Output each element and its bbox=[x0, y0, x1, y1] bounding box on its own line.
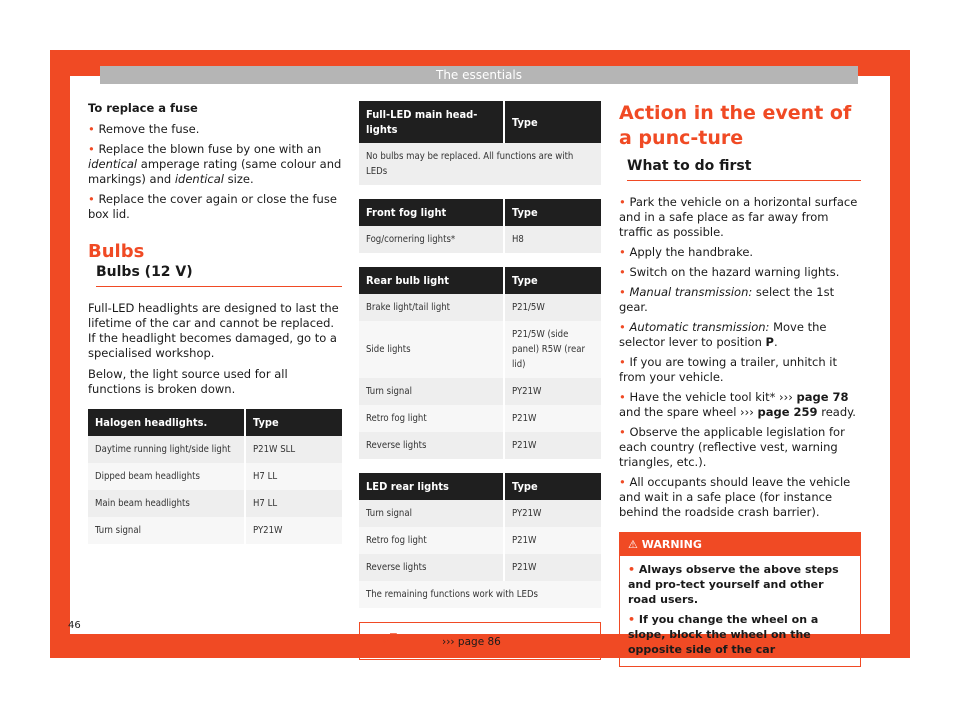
warning-icon: ⚠ bbox=[628, 538, 638, 551]
table-row: Fog/cornering lights* H8 bbox=[359, 226, 601, 253]
list-item: • Switch on the hazard warning lights. bbox=[619, 265, 840, 279]
table-header: LED rear lights bbox=[359, 473, 503, 500]
table-header: Front fog light bbox=[359, 199, 503, 226]
halogen-table bbox=[88, 409, 342, 544]
table-header: Type bbox=[244, 409, 342, 436]
section-title: Action in the event of a punc-ture bbox=[619, 102, 852, 149]
table-row: Brake light/tail light P21/5W bbox=[359, 294, 601, 321]
table-header: Type bbox=[503, 473, 601, 500]
list-item: • Have the vehicle tool kit* ››› page 78 and the spare wheel ››› page 259 ready. bbox=[619, 390, 856, 419]
column-middle bbox=[359, 101, 601, 660]
table-row: Daytime running light/side light P21W SLL bbox=[88, 436, 342, 463]
table-row: The remaining functions work with LEDs bbox=[359, 581, 601, 608]
list-item: • Observe the applicable legislation for each country (reflective vest, warning triangles, etc.). bbox=[619, 425, 845, 469]
list-item: • Replace the blown fuse by one with an identical amperage rating (same colour and markings) and identical size. bbox=[88, 142, 342, 186]
list-item: • Automatic transmission: Move the selector lever to position P. bbox=[619, 320, 827, 349]
table-row: Turn signal PY21W bbox=[359, 378, 601, 405]
table-row: Dipped beam headlights H7 LL bbox=[88, 463, 342, 490]
page-number: 46 bbox=[68, 620, 81, 631]
page-link[interactable]: page 78 bbox=[796, 390, 849, 404]
led-main-table bbox=[359, 101, 601, 185]
led-rear-table bbox=[359, 473, 601, 608]
list-item: • Remove the fuse. bbox=[88, 122, 200, 136]
fuse-title: To replace a fuse bbox=[88, 101, 198, 115]
table-header: Type bbox=[503, 199, 601, 226]
table-header: Type bbox=[503, 101, 601, 143]
table-row: Reverse lights P21W bbox=[359, 432, 601, 459]
table-header: Type bbox=[503, 267, 601, 294]
section-subtitle: What to do first bbox=[627, 159, 861, 181]
list-item: • Replace the cover again or close the fuse box lid. bbox=[88, 192, 337, 221]
paragraph: Below, the light source used for all functions is broken down. bbox=[88, 367, 288, 396]
table-header: Full-LED main head-lights bbox=[359, 101, 503, 143]
table-header: Rear bulb light bbox=[359, 267, 503, 294]
table-row: No bulbs may be replaced. All functions are with LEDs bbox=[359, 143, 601, 185]
list-item: • If you change the wheel on a slope, block the wheel on the opposite side of the car bbox=[628, 613, 819, 656]
list-item: • If you are towing a trailer, unhitch it from your vehicle. bbox=[619, 355, 838, 384]
list-item: • Park the vehicle on a horizontal surface and in a safe place as far away from traffic as possible. bbox=[619, 195, 858, 239]
table-row: Main beam headlights H7 LL bbox=[88, 490, 342, 517]
section-header: The essentials bbox=[100, 66, 858, 84]
table-row: Retro fog light P21W bbox=[359, 405, 601, 432]
wrench-book-icon bbox=[370, 632, 398, 650]
table-row: Reverse lights P21W bbox=[359, 554, 601, 581]
warning-header: ⚠ WARNING bbox=[620, 533, 860, 556]
list-item: • All occupants should leave the vehicle and wait in a safe place (for instance behind the roadside crash barrier). bbox=[619, 475, 851, 519]
list-item: • Apply the handbrake. bbox=[619, 245, 754, 259]
table-row: Side lights P21/5W (side panel) R5W (rear lid) bbox=[359, 321, 601, 378]
column-right bbox=[619, 101, 861, 667]
warning-box bbox=[619, 532, 861, 667]
column-left bbox=[88, 101, 342, 544]
rear-bulb-table bbox=[359, 267, 601, 459]
bulbs-subheading: Bulbs (12 V) bbox=[96, 265, 342, 287]
list-item: • Manual transmission: select the 1st gear. bbox=[619, 285, 835, 314]
table-header: Halogen headlights. bbox=[88, 409, 244, 436]
bulbs-heading: Bulbs bbox=[88, 241, 145, 262]
paragraph: Full-LED headlights are designed to last the lifetime of the car and cannot be replaced. If the headlight becomes damaged, go to a specialised workshop. bbox=[88, 301, 339, 360]
page-reference-box bbox=[359, 622, 601, 660]
table-row: Turn signal PY21W bbox=[88, 517, 342, 544]
page-link[interactable]: page 259 bbox=[757, 405, 818, 419]
list-item: • Always observe the above steps and pro-tect yourself and other road users. bbox=[628, 563, 839, 606]
table-row: Turn signal PY21W bbox=[359, 500, 601, 527]
table-row: Retro fog light P21W bbox=[359, 527, 601, 554]
front-fog-table bbox=[359, 199, 601, 253]
page-reference-link[interactable]: ››› page 86 bbox=[442, 636, 501, 648]
